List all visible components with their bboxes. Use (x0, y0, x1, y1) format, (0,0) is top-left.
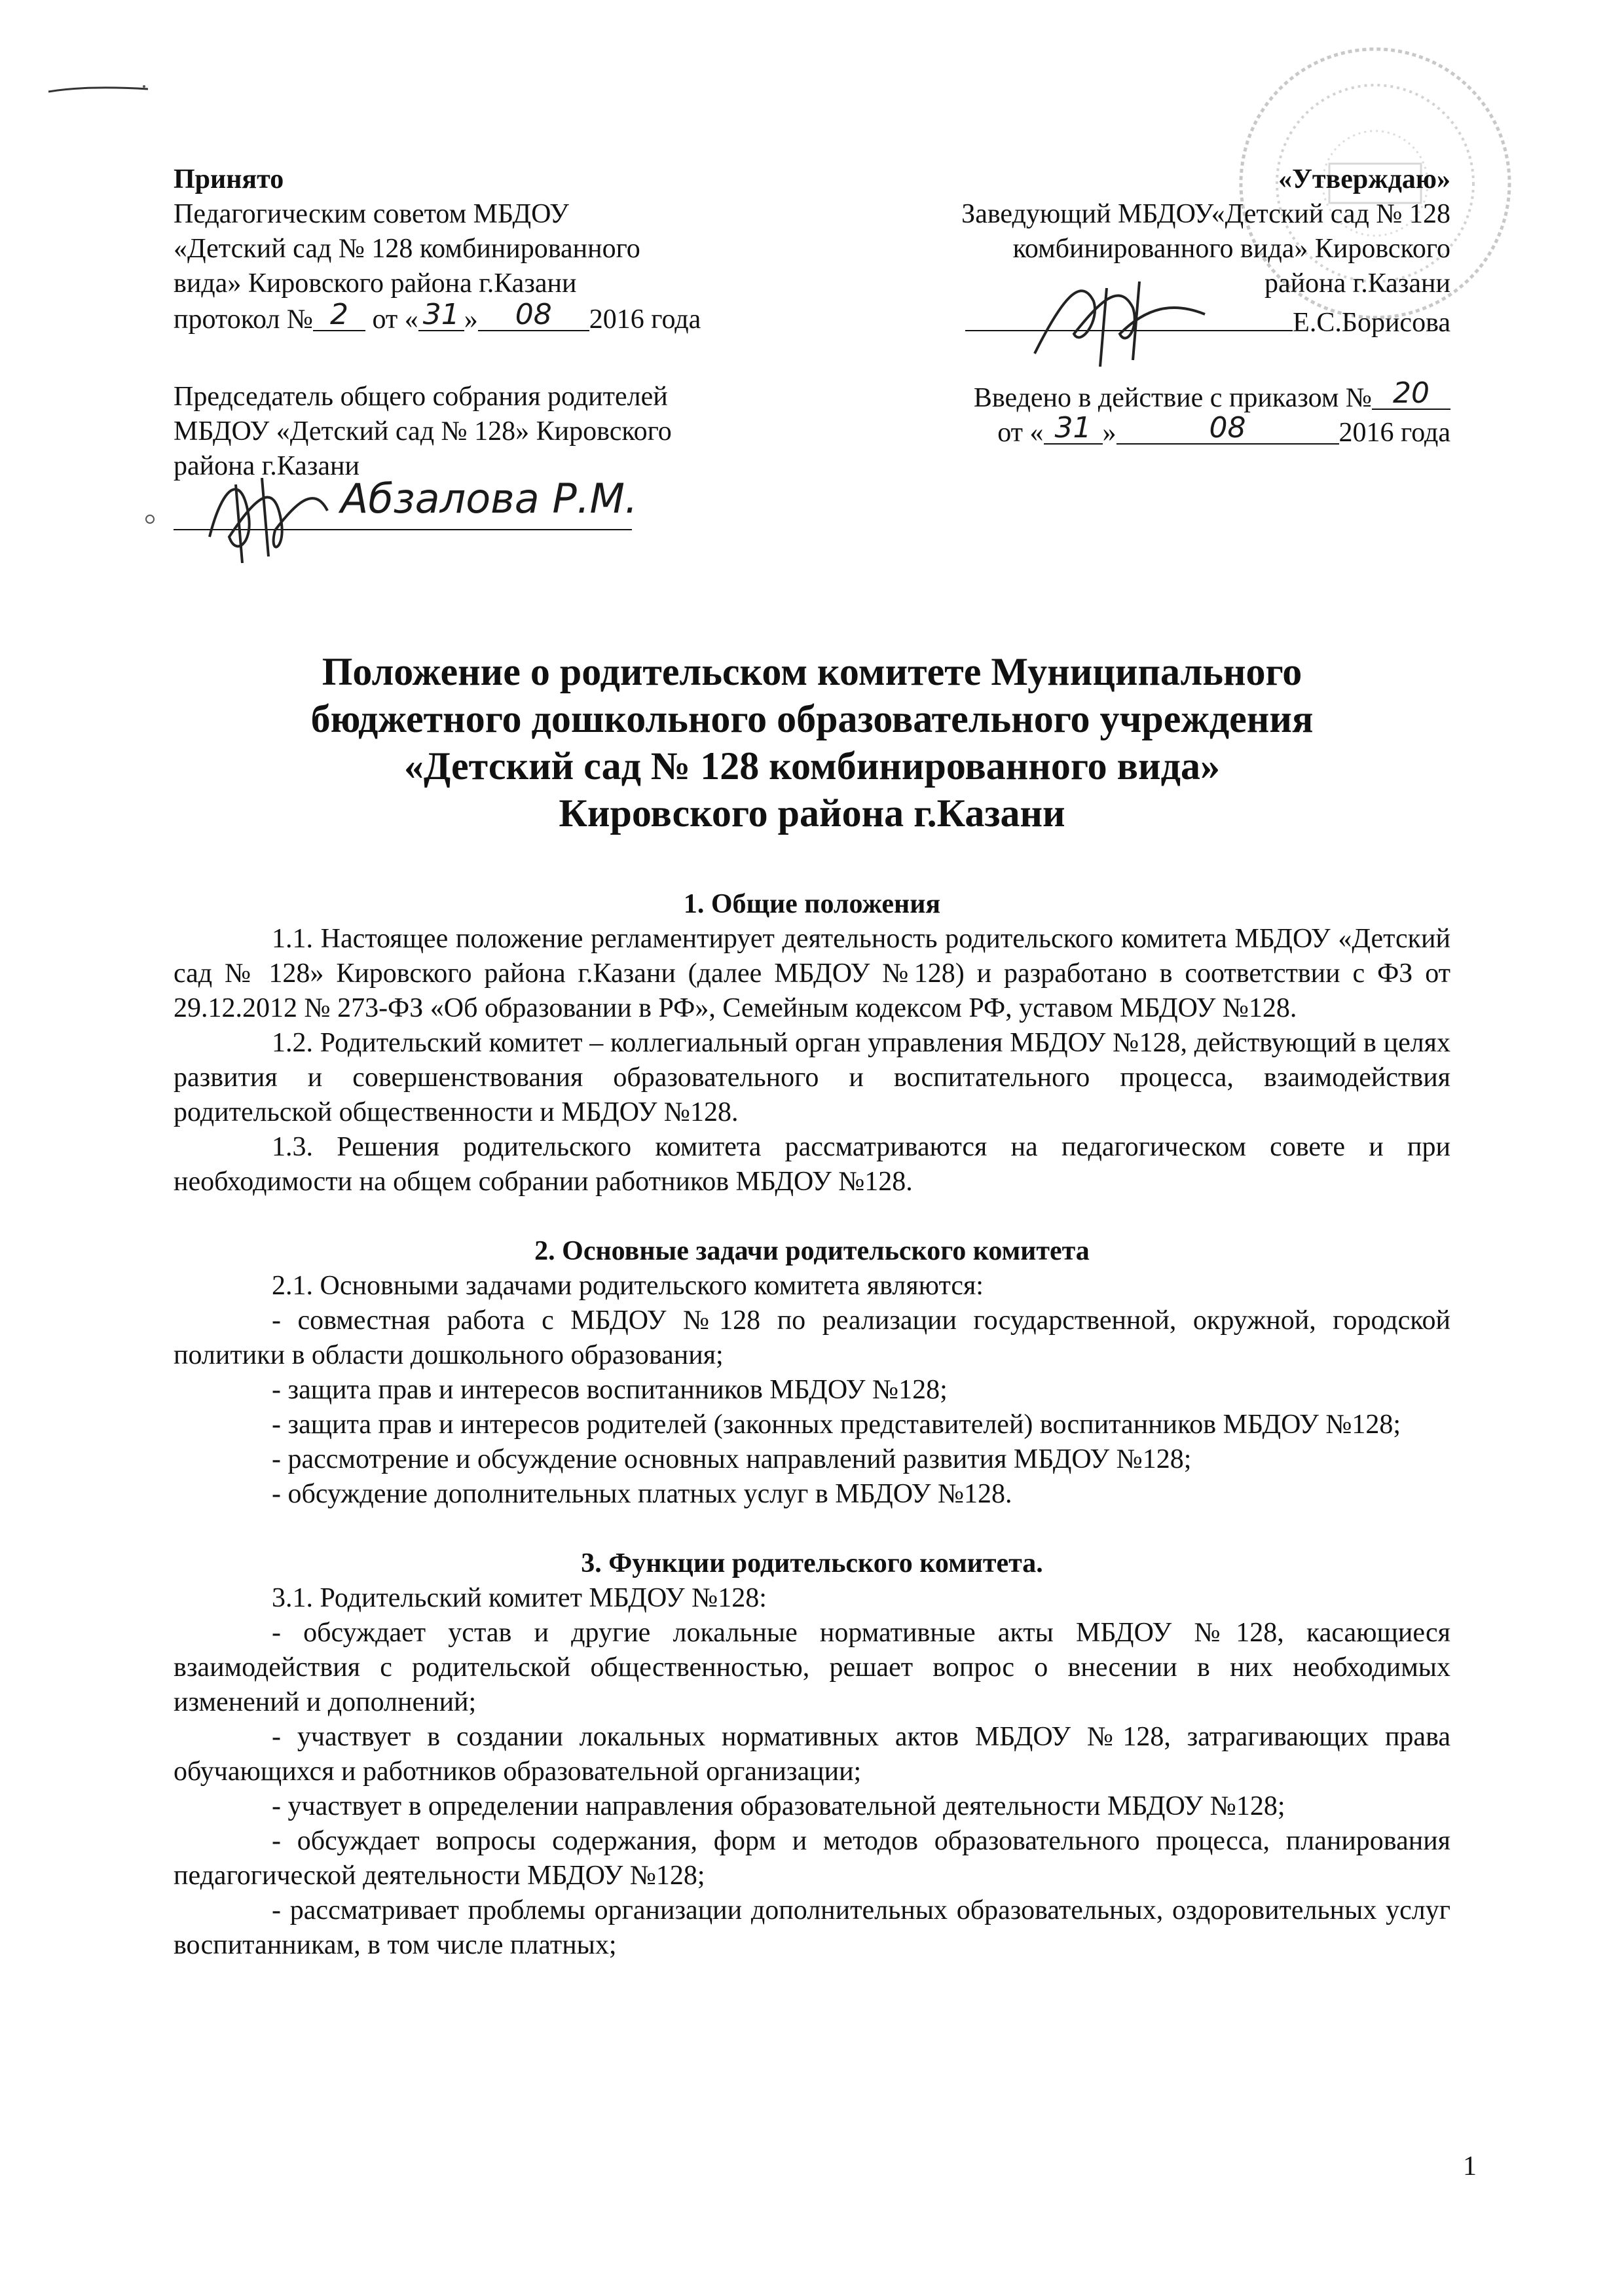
document-title (174, 648, 1450, 837)
section-1-paragraph-2: 1.2. Родительский комитет – коллегиальный орган управления МБДОУ №128, действующий в целях развития и совершенствования образовательного и воспитательного процесса, взаимодействия родительской общественности и МБДОУ №128. (174, 1028, 1450, 1127)
chair-line-3: района г.Казани (174, 451, 360, 481)
approve-line-1: Заведующий МБДОУ«Детский сад № 128 (961, 199, 1450, 229)
approve-signature-scribble (1022, 262, 1218, 373)
section-3-item: - участвует в создании локальных нормативных актов МБДОУ №128, затрагивающих права обучающихся и работников образовательной организации; (174, 1722, 1450, 1787)
section-2-item: - совместная работа с МБДОУ №128 по реализации государственной, окружной, городской политики в области дошкольного образования; (174, 1305, 1450, 1370)
title-line-1: Положение о родительском комитете Муниципального (322, 650, 1302, 693)
order-line (973, 376, 1450, 416)
protocol-prefix: протокол № (174, 304, 313, 335)
order-date-prefix: от « (997, 418, 1044, 448)
spacer (174, 1199, 1450, 1234)
chair-signature: Абзалова Р.М. (341, 475, 638, 522)
section-2-item: - защита прав и интересов воспитанников МБДОУ №128; (272, 1375, 948, 1405)
protocol-number-field (313, 298, 365, 331)
accepted-heading: Принято (174, 164, 284, 194)
scan-mark (46, 84, 151, 96)
chair-line-1: Председатель общего собрания родителей (174, 382, 668, 412)
order-month: 08 (1209, 411, 1246, 445)
section-2-item: - защита прав и интересов родителей (законных представителей) воспитанников МБДОУ №128; (272, 1410, 1401, 1440)
chair-signature-scribble (196, 458, 354, 570)
order-date-mid: » (1102, 418, 1116, 448)
section-2-paragraph-1: 2.1. Основными задачами родительского комитета являются: (272, 1271, 984, 1301)
approve-line-3: района г.Казани (1264, 268, 1450, 299)
section-2-item: - рассмотрение и обсуждение основных направлений развития МБДОУ №128; (272, 1444, 1192, 1474)
title-line-3: «Детский сад № 128 комбинированного вида» (404, 744, 1220, 788)
accepted-line-2: «Детский сад № 128 комбинированного (174, 234, 640, 264)
accepted-line-3: вида» Кировского района г.Казани (174, 268, 577, 299)
protocol-month-field (478, 298, 589, 331)
protocol-number: 2 (329, 298, 348, 331)
chair-line-2: МБДОУ «Детский сад № 128» Кировского (174, 416, 672, 446)
protocol-day: 31 (422, 298, 460, 331)
section-2-item: - обсуждение дополнительных платных услуг в МБДОУ №128. (272, 1479, 1012, 1509)
section-3-item: - обсуждает вопросы содержания, форм и методов образовательного процесса, планирования педагогической деятельности МБДОУ №128; (174, 1826, 1450, 1891)
section-3-item: - рассматривает проблемы организации дополнительных образовательных, оздоровительных услуг воспитанникам, в том числе платных; (174, 1895, 1450, 1960)
order-number-field (1372, 376, 1450, 410)
protocol-line (174, 298, 701, 337)
approve-line-2: комбинированного вида» Кировского (1012, 234, 1450, 264)
section-1-heading: 1. Общие положения (683, 889, 941, 919)
protocol-date-mid: » (464, 304, 478, 335)
margin-dot (145, 515, 155, 524)
section-3-item: - участвует в определении направления образовательной деятельности МБДОУ №128; (272, 1791, 1285, 1821)
order-day: 31 (1054, 411, 1092, 445)
document-body (174, 887, 1450, 1963)
approve-signer: Е.С.Борисова (1293, 308, 1450, 338)
section-1-paragraph-3: 1.3. Решения родительского комитета рассматриваются на педагогическом совете и при необходимости на общем собрании работников МБДОУ №128. (174, 1132, 1450, 1197)
order-month-field (1116, 411, 1339, 445)
order-date-line (997, 411, 1450, 450)
protocol-day-field (418, 298, 464, 331)
page-number: 1 (1463, 2151, 1477, 2181)
section-1-paragraph-1: 1.1. Настоящее положение регламентирует деятельность родительского комитета МБДОУ «Детский сад № 128» Кировского района г.Казани (далее МБДОУ №128) и разработано в соответствии с ФЗ от 29.12.2012 № 273-ФЗ «Об образовании в РФ», Семейным кодексом РФ, уставом МБДОУ №128. (174, 924, 1450, 1023)
section-3-item: - обсуждает устав и другие локальные нормативные акты МБДОУ №128, касающиеся взаимодействия с родительской общественностью, решает вопрос о внесении в них необходимых изменений и дополнений; (174, 1618, 1450, 1717)
order-prefix: Введено в действие с приказом № (973, 383, 1372, 413)
title-line-2: бюджетного дошкольного образовательного учреждения (310, 697, 1314, 740)
spacer (174, 1512, 1450, 1546)
protocol-month: 08 (515, 298, 552, 331)
section-3-paragraph-1: 3.1. Родительский комитет МБДОУ №128: (272, 1583, 767, 1613)
order-day-field (1044, 411, 1103, 445)
approve-heading: «Утверждаю» (1278, 164, 1450, 194)
accepted-line-1: Педагогическим советом МБДОУ (174, 199, 569, 229)
section-3-heading: 3. Функции родительского комитета. (581, 1548, 1043, 1578)
order-year: 2016 года (1338, 418, 1450, 448)
title-line-4: Кировского района г.Казани (559, 792, 1065, 835)
order-number: 20 (1393, 376, 1430, 410)
section-2-heading: 2. Основные задачи родительского комитета (534, 1236, 1090, 1266)
protocol-date-prefix: от « (372, 304, 418, 335)
protocol-year: 2016 года (589, 304, 701, 335)
